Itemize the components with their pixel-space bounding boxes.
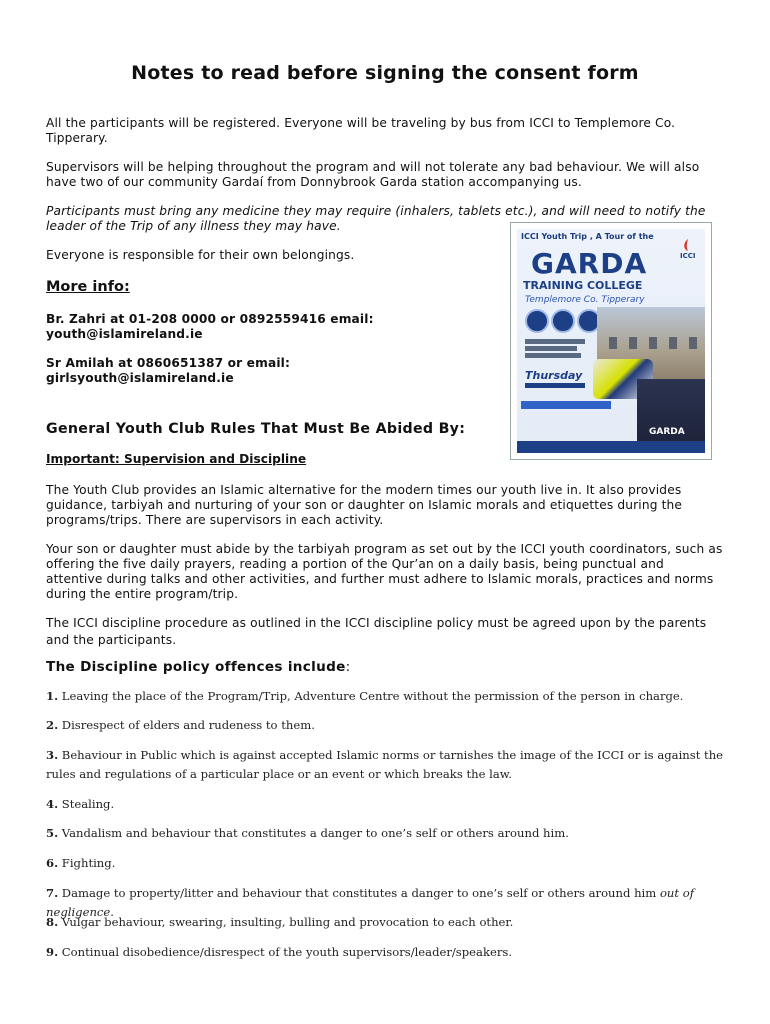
offence-num: 6. — [46, 856, 59, 870]
offence-text: Continual disobedience/disrespect of the youth supervisors/leader/speakers. — [61, 945, 513, 959]
offence-item — [46, 687, 736, 706]
poster-date-bar — [525, 383, 585, 388]
more-info-heading: More info: — [46, 279, 130, 295]
offences-heading — [46, 659, 351, 675]
poster-day: Thursday — [525, 369, 583, 382]
offence-text: Stealing. — [61, 797, 115, 811]
supervision-subheading: Important: Supervision and Discipline — [46, 452, 307, 466]
offence-num: 8. — [46, 915, 59, 929]
offences-heading-colon: : — [345, 659, 351, 675]
poster-register-bar — [521, 401, 611, 409]
rules-heading: General Youth Club Rules That Must Be Abided By: — [46, 421, 466, 437]
contact-amilah-email[interactable]: girlsyouth@islamireland.ie — [46, 371, 234, 385]
page-title: Notes to read before signing the consent form — [131, 62, 639, 84]
offence-num: 9. — [46, 945, 59, 959]
garda-trip-poster — [510, 222, 712, 460]
offence-num: 5. — [46, 826, 59, 840]
offence-item — [46, 913, 736, 932]
offence-item — [46, 795, 736, 814]
rules-discipline-procedure: The ICCI discipline procedure as outlined in the ICCI discipline policy must be agreed upon by the parents and the participants. — [46, 616, 707, 647]
icci-logo-icon — [677, 237, 699, 259]
poster-footer — [517, 441, 705, 453]
offence-num: 2. — [46, 718, 59, 732]
offence-emphasis: out of negligence. — [46, 886, 695, 919]
offence-num: 3. — [46, 748, 59, 762]
poster-badge-2 — [551, 309, 575, 333]
poster-info-block — [525, 339, 595, 360]
offence-text: Vandalism and behaviour that constitutes a danger to one’s self or others around him. — [61, 826, 569, 840]
offence-text: Behaviour in Public which is against accepted Islamic norms or tarnishes the image of the ICCI or is against the rules and regulations of a particular place or an event or which breaks the law. — [46, 748, 724, 781]
poster-badge-label: GARDA — [649, 427, 685, 437]
poster-garda: GARDA — [531, 247, 648, 280]
offence-item — [46, 824, 736, 843]
offence-item — [46, 746, 736, 784]
poster-location: Templemore Co. Tipperary — [525, 295, 645, 305]
contact-amilah-line1: Sr Amilah at 0860651387 or email: — [46, 356, 290, 370]
intro-supervisors: Supervisors will be helping throughout the program and will not tolerate any bad behaviour. We will also have two of our community Gardaí from Donnybrook Garda station accompanying us. — [46, 160, 700, 189]
offence-item — [46, 854, 736, 873]
poster-college: TRAINING COLLEGE — [523, 279, 643, 292]
intro-medicine: Participants must bring any medicine they may require (inhalers, tablets etc.), and will need to notify the leader of the Trip of any illness they may have. — [46, 204, 706, 233]
offence-text: Leaving the place of the Program/Trip, Adventure Centre without the permission of the person in charge. — [61, 689, 684, 703]
offence-num: 4. — [46, 797, 59, 811]
intro-belongings: Everyone is responsible for their own belongings. — [46, 248, 355, 262]
poster-artwork — [517, 229, 705, 453]
contact-zahri-line1: Br. Zahri at 01-208 0000 or 0892559416 email: — [46, 312, 374, 326]
offence-num: 7. — [46, 886, 59, 900]
offence-item — [46, 943, 736, 962]
rules-youth-club: The Youth Club provides an Islamic alternative for the modern times our youth live in. It also provides guidance, tarbiyah and nurturing of your son or daughter on Islamic morals and etiquettes during the programs/trips. There are supervisors in each activity. — [46, 483, 683, 527]
svg-text:ICCI: ICCI — [680, 252, 696, 259]
offence-text: Damage to property/litter and behaviour that constitutes a danger to one’s self or others around him — [61, 886, 657, 900]
offence-text: Fighting. — [61, 856, 116, 870]
rules-tarbiyah: Your son or daughter must abide by the tarbiyah program as set out by the ICCI youth coordinators, such as offering the five daily prayers, reading a portion of the Qur’an on a daily basis, being punctual and attentive during talks and other activities, and further must adhere to Islamic morals, practices and norms during the entire program/trip. — [46, 542, 723, 601]
offence-text: Vulgar behaviour, swearing, insulting, bulling and provocation to each other. — [61, 915, 514, 929]
intro-registration: All the participants will be registered. Everyone will be traveling by bus from ICCI to Templemore Co. Tipperary. — [46, 116, 676, 145]
poster-top-line: ICCI Youth Trip , A Tour of the — [521, 232, 654, 241]
poster-badge-1 — [525, 309, 549, 333]
contact-zahri-email[interactable]: youth@islamireland.ie — [46, 327, 203, 341]
offence-text: Disrespect of elders and rudeness to them. — [61, 718, 315, 732]
offence-num: 1. — [46, 689, 59, 703]
offence-item — [46, 716, 736, 735]
offences-heading-text: The Discipline policy offences include — [46, 659, 346, 675]
